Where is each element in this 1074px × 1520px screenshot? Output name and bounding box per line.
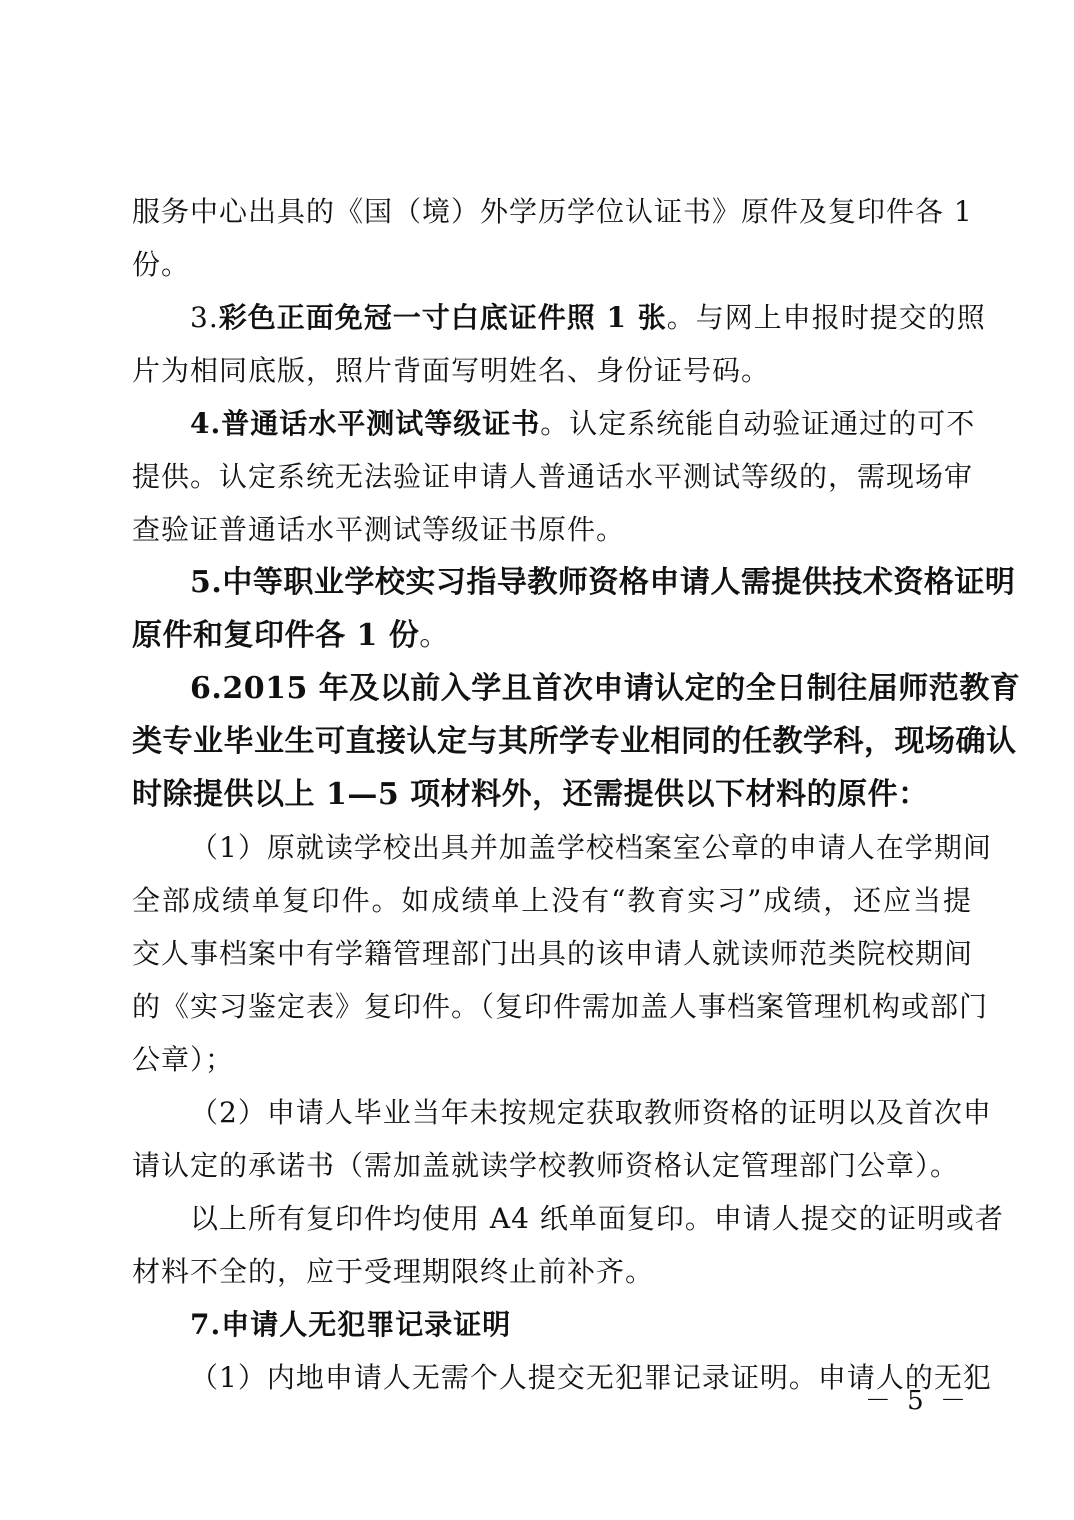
text-line: 交人事档案中有学籍管理部门出具的该申请人就读师范类院校期间 <box>132 937 974 970</box>
text-line: 时除提供以上 1—5 项材料外，还需提供以下材料的原件： <box>132 777 929 812</box>
text-line: 请认定的承诺书（需加盖就读学校教师资格认定管理部门公章）。 <box>132 1149 960 1182</box>
sub-item-1: （1）原就读学校出具并加盖学校档案室公章的申请人在学期间 <box>190 831 992 864</box>
paragraph-item-3 <box>132 291 986 344</box>
paragraph-item-7: 7.申请人无犯罪记录证明 <box>190 1308 512 1341</box>
paragraph-item-5: 5.中等职业学校实习指导教师资格申请人需提供技术资格证明 <box>190 565 1016 600</box>
text-line: 提供。认定系统无法验证申请人普通话水平测试等级的，需现场审 <box>132 460 974 493</box>
paragraph-note: 以上所有复印件均使用 A4 纸单面复印。申请人提交的证明或者 <box>190 1202 1004 1235</box>
item-number: 3. <box>190 301 219 334</box>
text-line: 服务中心出具的《国（境）外学历学位认证书》原件及复印件各 1 <box>132 195 973 228</box>
text-line: 全部成绩单复印件。如成绩单上没有“教育实习”成绩，还应当提 <box>132 884 972 917</box>
bold-heading: 4.普通话水平测试等级证书 <box>190 407 541 440</box>
paragraph-item-4 <box>132 397 976 450</box>
sub-item-2: （2）申请人毕业当年未按规定获取教师资格的证明以及首次申 <box>190 1096 992 1129</box>
sub-item-1: （1）内地申请人无需个人提交无犯罪记录证明。申请人的无犯 <box>190 1361 992 1394</box>
text-line: 片为相同底版，照片背面写明姓名、身份证号码。 <box>132 354 771 387</box>
body-text <box>132 185 1021 1404</box>
text-line: 的《实习鉴定表》复印件。（复印件需加盖人事档案管理机构或部门 <box>132 990 989 1023</box>
text-span: 。认定系统能自动验证通过的可不 <box>540 407 976 440</box>
text-line: 材料不全的，应于受理期限终止前补齐。 <box>132 1255 655 1288</box>
text-line: 查验证普通话水平测试等级证书原件。 <box>132 513 626 546</box>
paragraph-item-6: 6.2015 年及以前入学且首次申请认定的全日制往届师范教育 <box>190 671 1021 706</box>
text-line <box>132 609 972 662</box>
bold-text: 原件和复印件各 1 份 <box>132 618 420 653</box>
text-span: 。 <box>419 618 450 653</box>
page-number: － 5 － <box>864 1386 970 1416</box>
text-line: 类专业毕业生可直接认定与其所学专业相同的任教学科，现场确认 <box>132 724 1017 759</box>
text-line: 份。 <box>132 248 191 281</box>
text-line: 公章）； <box>132 1043 235 1076</box>
bold-heading: 彩色正面免冠一寸白底证件照 1 张 <box>218 301 667 334</box>
text-span: 。与网上申报时提交的照 <box>666 301 986 334</box>
